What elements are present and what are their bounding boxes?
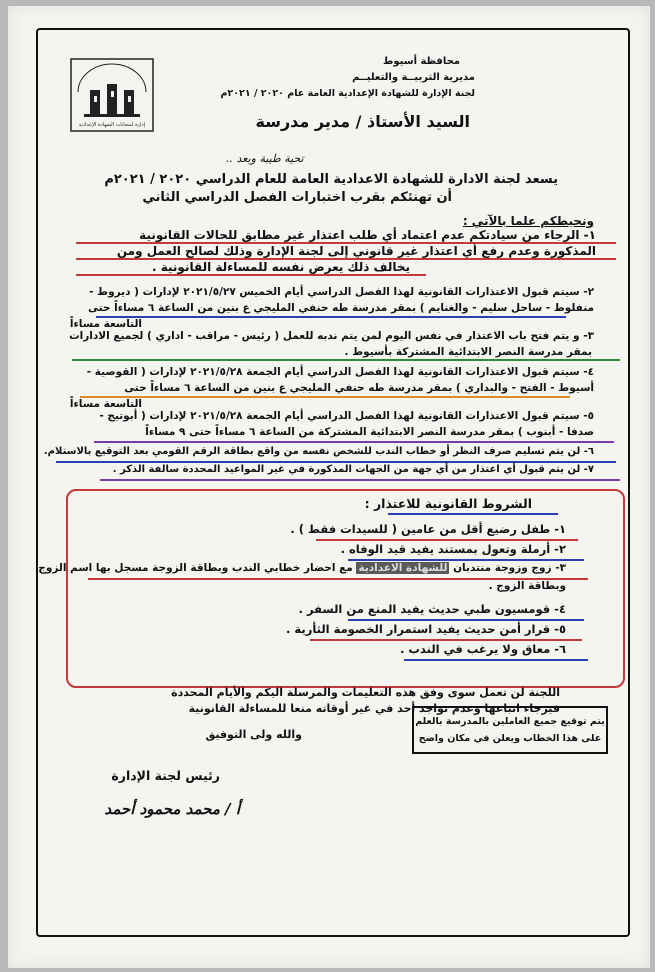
signature-role: رئيس لجنة الإدارة xyxy=(111,768,220,783)
committee-logo xyxy=(70,58,154,132)
item-2-line1: ٢- سيتم قبول الاعتذارات القانونية لهذا الفصل الدراسي أيام الخميس ٢٠٢١/٥/٢٧ لإدارات ( ديروط - xyxy=(89,286,594,298)
item-2-line2: منفلوط - ساحل سليم - والغنايم ) بمقر مدرسة طه حنفي المليجي ع بنين من الساعة ٦ مساءاً حتى xyxy=(88,302,594,314)
condition-1: ١- طفل رضيع أقل من عامين ( للسيدات فقط ) . xyxy=(290,522,566,536)
red-mark-3 xyxy=(76,274,426,276)
item-1-line2: المذكورة وعدم رفع أي اعتذار غير قانوني إلى لجنة الإدارة وذلك لصالح العمل ومن xyxy=(116,244,596,258)
condition-2: ٢- أرملة وتعول بمستند يفيد قيد الوفاه . xyxy=(340,542,566,556)
condition-1-mark xyxy=(316,539,578,541)
item-2-line3: التاسعة مساءاً xyxy=(69,318,142,330)
green-mark xyxy=(72,359,620,361)
item-4-line2: أسيوط - الفتح - والبداري ) بمقر مدرسة طه حنفي المليجي ع بنين من الساعة ٦ مساءاً حتى xyxy=(124,382,594,394)
item-7-line1: ٧- لن يتم قبول أي اعتذار من أي جهة من الجهات المذكورة في غير المواعيد المحددة سالفة الذكر . xyxy=(112,464,594,475)
condition-3-highlight: للشهادة الاعدادية xyxy=(358,562,448,574)
title-line2: أن تهنئكم بقرب اختبارات الفصل الدراسي الثاني xyxy=(142,190,452,205)
condition-3-part2: مع احضار خطابي الندب وبطاقة الزوجة مسجل بها اسم الزوج xyxy=(38,562,353,574)
blue-mark-1 xyxy=(96,316,566,318)
signature-name: أ / محمد محمود أحمد xyxy=(104,800,240,818)
condition-3-line1 xyxy=(38,562,566,574)
condition-6-mark xyxy=(404,659,588,661)
condition-6: ٦- معاق ولا يرغب في الندب . xyxy=(400,642,566,656)
condition-5-mark xyxy=(310,639,582,641)
title-line1: يسعد لجنة الادارة للشهادة الاعدادية العامة للعام الدراسي ٢٠٢٠ / ٢٠٢١م xyxy=(104,172,558,187)
signature-notice-box xyxy=(412,706,608,754)
header-gov: محافظة أسيوط xyxy=(383,56,460,67)
condition-4-mark xyxy=(348,619,584,621)
greeting: تحية طيبة وبعد .. xyxy=(226,152,304,165)
header-committee: لجنة الإدارة للشهادة الإعدادية العامة عام ٢٠٢٠ / ٢٠٢١م xyxy=(220,88,475,99)
condition-4: ٤- قومسيون طبي حديث يفيد المنع من السفر . xyxy=(298,602,566,616)
item-3-line2: بمقر مدرسة النصر الابتدائية المشتركة بأسيوط . xyxy=(344,346,592,358)
purple-mark xyxy=(94,441,614,443)
purple-mark-2 xyxy=(100,479,620,481)
conditions-title: الشروط القانونية للاعتذار : xyxy=(364,496,532,511)
conditions-title-mark xyxy=(388,513,558,515)
orange-mark xyxy=(80,396,570,398)
blue-mark-2 xyxy=(56,461,616,463)
logo-text: إدارة امتحانات الشهادة الإعدادية xyxy=(78,122,146,128)
document-page xyxy=(8,6,650,968)
item-4-line3: التاسعة مساءاً xyxy=(69,398,142,410)
notice-line2: على هذا الخطاب ويعلن في مكان واضح xyxy=(418,733,602,744)
condition-5: ٥- قرار أمن حديث يفيد استمرار الخصومة الثأرية . xyxy=(286,622,566,636)
item-6-line1: ٦- لن يتم تسليم صرف النظر أو خطاب الندب للشخص نفسه من واقع بطاقة الرقم القومي بعد التوقيع بالاستلام. xyxy=(43,446,594,457)
intro-text: ونحيطكم علما بالآتي : xyxy=(462,214,594,228)
item-3-line1: ٣- و يتم فتح باب الاعتذار في نفس اليوم لمن يتم ندبه للعمل ( رئيس - مراقب - اداري ) لجميع الادارات xyxy=(69,330,594,342)
closing-line1: اللجنة لن تعمل سوى وفق هذه التعليمات والمرسلة اليكم والأيام المحددة xyxy=(171,686,560,699)
closing-line3: والله ولى التوفيق xyxy=(205,728,302,741)
item-5-line1: ٥- سيتم قبول الاعتذارات القانونية لهذا الفصل الدراسي أيام الجمعة ٢٠٢١/٥/٢٨ لإدارات ( أبوتيج - xyxy=(99,410,594,422)
item-1-line3: يخالف ذلك يعرض نفسه للمساءلة القانونية . xyxy=(152,260,410,274)
closing-line2: فيرجاء اتباعها وعدم تواجد أحد في غير أوقاته منعا للمساءلة القانونية xyxy=(188,702,560,715)
condition-3-line2: وبطاقة الزوج . xyxy=(488,580,566,592)
notice-line1: يتم توقيع جميع العاملين بالمدرسة بالعلم xyxy=(415,716,605,727)
red-mark-2 xyxy=(76,258,616,260)
header-directorate: مديرية التربيــة والتعليــم xyxy=(352,72,475,83)
item-5-line2: صدفا - أبنوب ) بمقر مدرسة النصر الابتدائية المشتركة من الساعة ٦ مساءاً حتى ٩ مساءاً xyxy=(145,426,594,438)
red-mark-1 xyxy=(76,242,616,244)
condition-2-mark xyxy=(348,559,584,561)
condition-3-mark xyxy=(88,578,588,580)
condition-3-part1: ٣- زوج وزوجة منتدبان xyxy=(453,562,566,574)
item-4-line1: ٤- سيتم قبول الاعتذارات القانونية لهذا الفصل الدراسي أيام الجمعة ٢٠٢١/٥/٢٨ لإدارات ( القوصية - xyxy=(86,366,594,378)
item-1-line1: ١- الرجاء من سيادتكم عدم اعتماد أي طلب اعتذار غير مطابق للحالات القانونية xyxy=(139,228,596,242)
addressee: السيد الأستاذ / مدير مدرسة xyxy=(255,112,470,131)
